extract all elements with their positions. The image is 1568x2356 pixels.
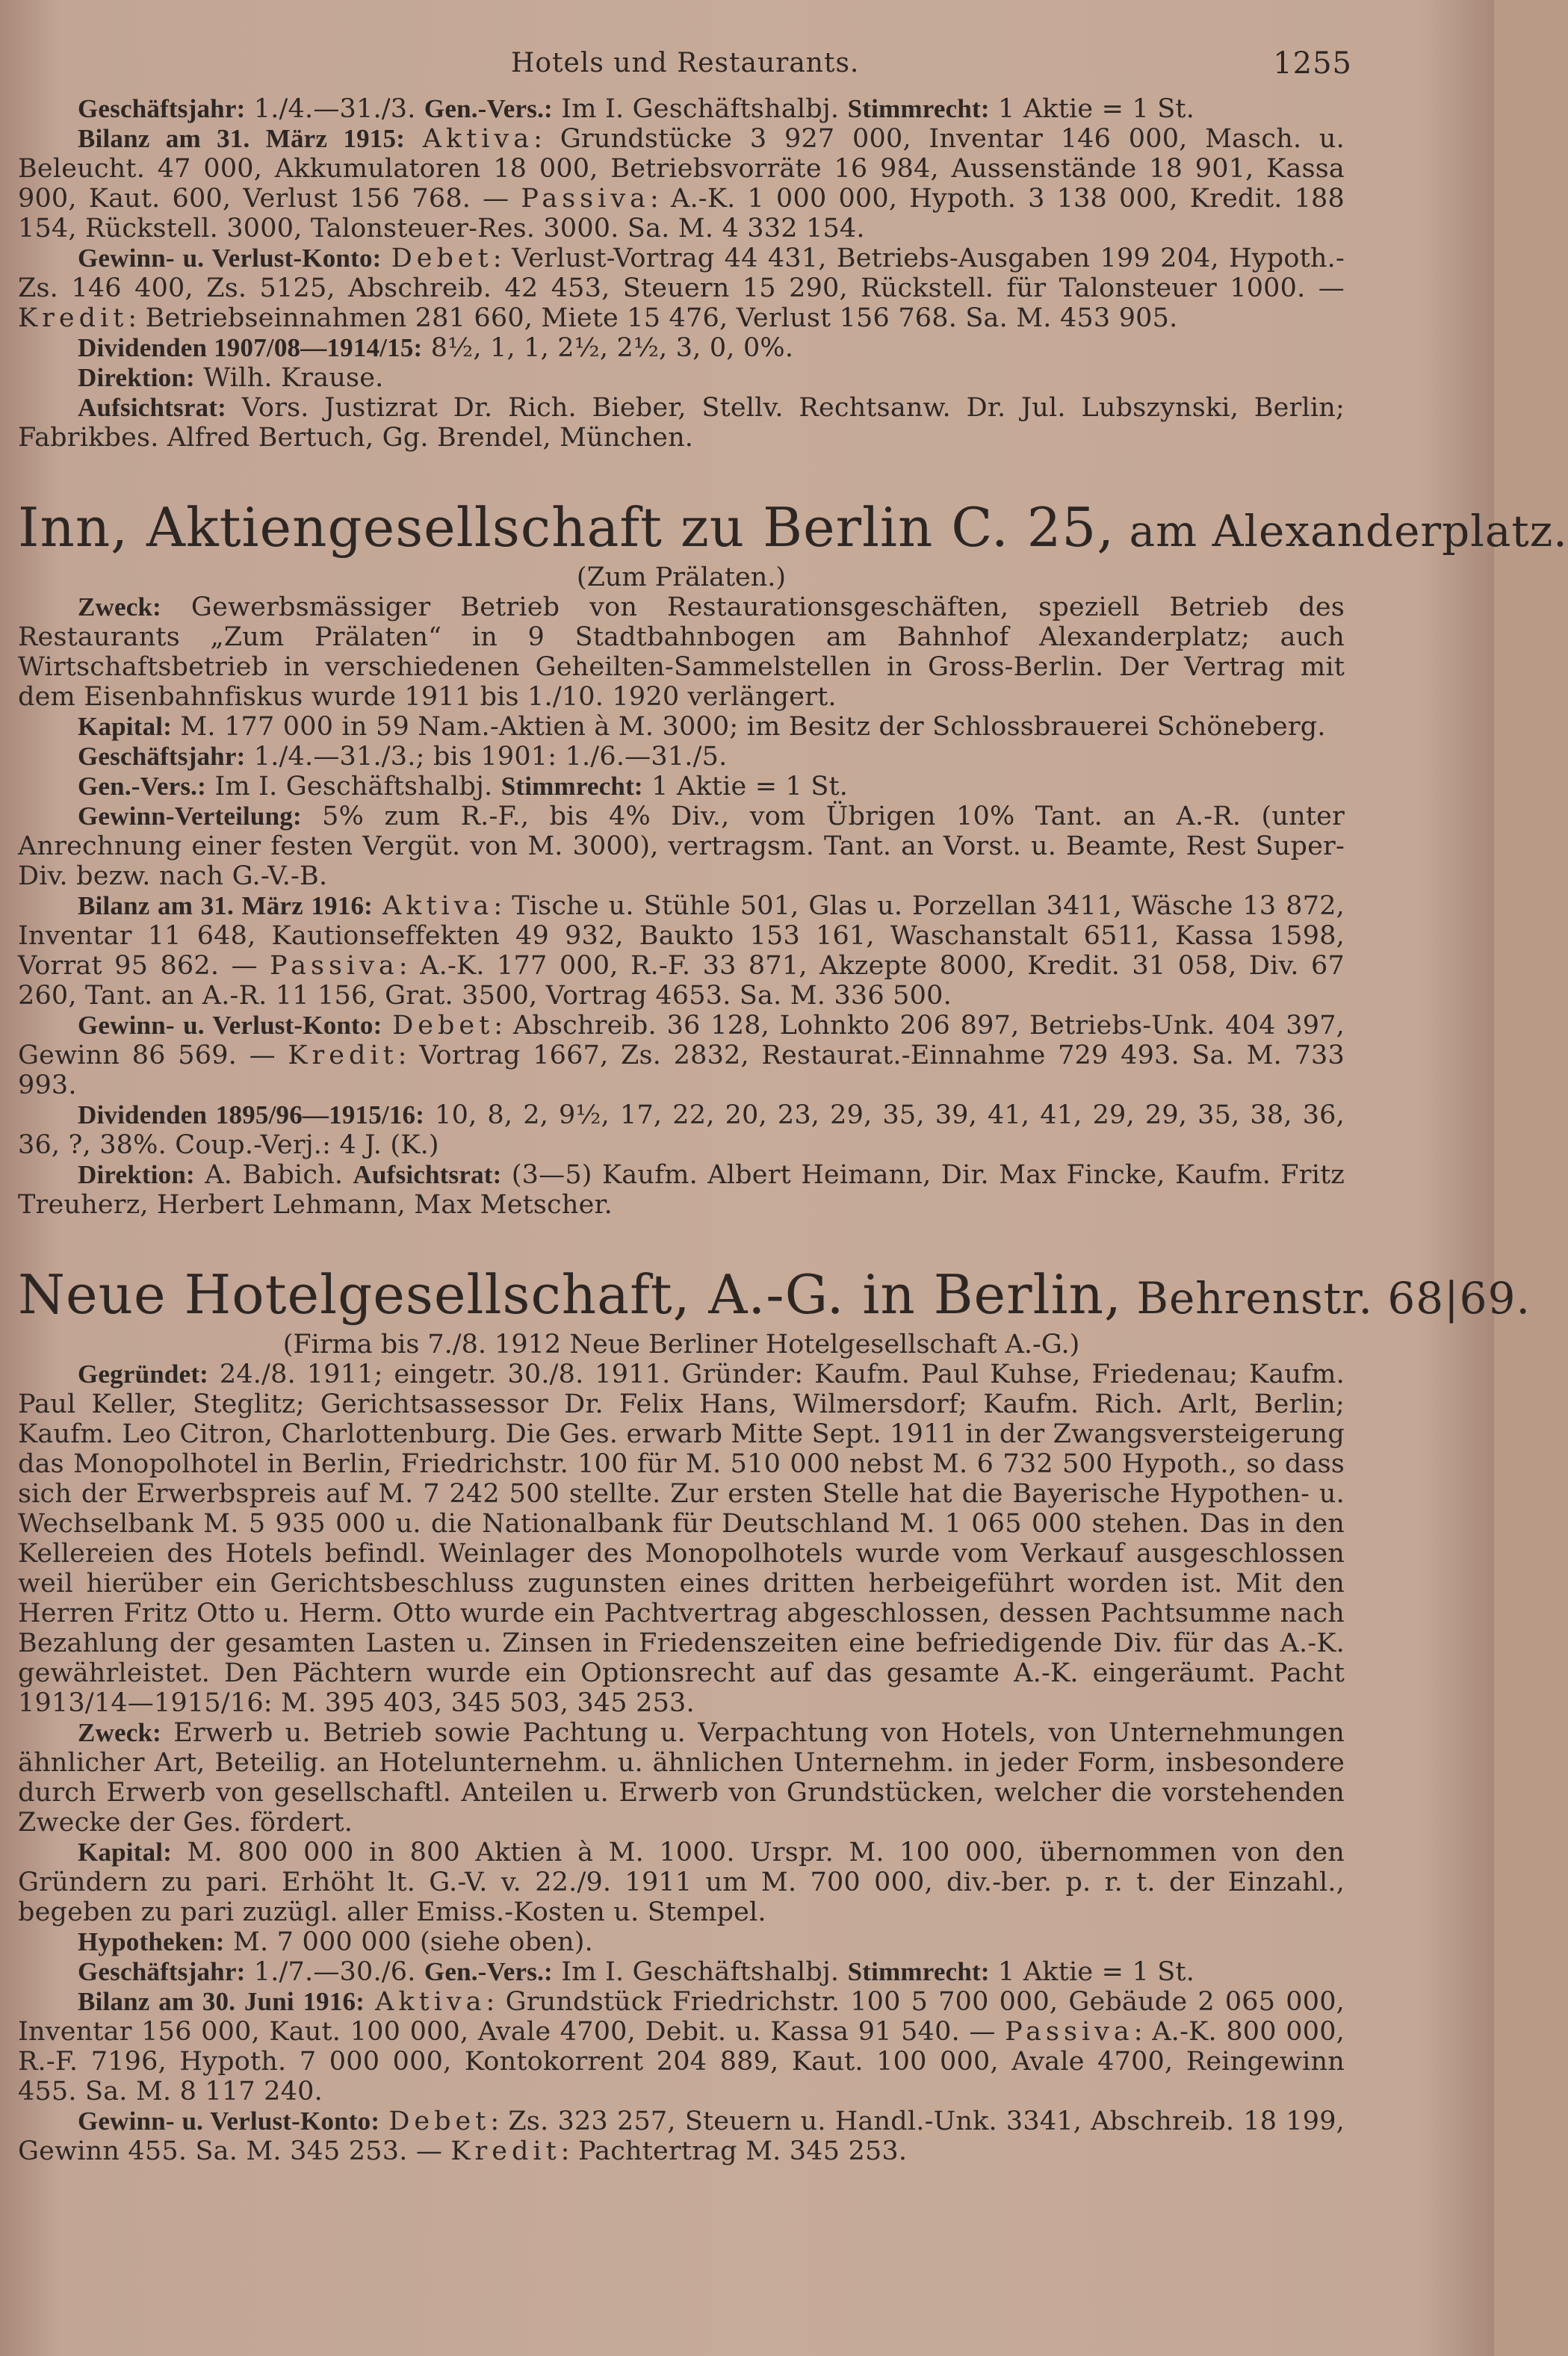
page-number: 1255 [1273, 46, 1352, 81]
guv-paragraph: Gewinn- u. Verlust-Konto: Debet: Abschreib. 36 128, Lohnkto 206 897, Betriebs-Unk. 404 397, Gewinn 86 569. — Kredit: Vortrag 1667, Zs. 2832, Restaurat.-Einnahme 729 493. Sa. M. 733 993. [18, 1011, 1345, 1100]
zweck-paragraph: Zweck: Erwerb u. Betrieb sowie Pachtung u. Verpachtung von Hotels, von Unternehmungen ähnlicher Art, Beteilig. an Hotelunternehm. u. ähnlichen Unternehm. in jeder Form, insbesondere durch Erwerb von gesellschaftl. Anteilen u. Erwerb von Grundstücken, welcher die vorstehenden Zwecke der Ges. fördert. [18, 1718, 1345, 1838]
meta-line: Geschäftsjahr: 1./4.—31./3. Gen.-Vers.: Im I. Geschäftshalbj. Stimmrecht: 1 Aktie = 1 St. [78, 94, 1195, 124]
entry-hotel-previous [18, 94, 1345, 453]
hypotheken-line: Hypotheken: M. 7 000 000 (siehe oben). [78, 1927, 593, 1957]
dividenden-line: Dividenden 1907/08—1914/15: 8½, 1, 1, 2½, 2½, 3, 0, 0%. [78, 333, 794, 363]
kapital-paragraph: Kapital: M. 800 000 in 800 Aktien à M. 1000. Urspr. M. 100 000, übernommen von den Gründern zu pari. Erhöht lt. G.-V. v. 22./9. 1911 um M. 700 000, div.-ber. p. r. t. der Einzahl., begeben zu pari zuzügl. aller Emiss.-Kosten u. Stempel. [18, 1838, 1345, 1927]
entry-subtitle: (Zum Prälaten.) [576, 562, 787, 592]
entry-heading: Neue Hotelgesellschaft, A.-G. in Berlin, Behrenstr. 68|69. [18, 1263, 1531, 1326]
guv-paragraph: Gewinn- u. Verlust-Konto: Debet: Verlust-Vortrag 44 431, Betriebs-Ausgaben 199 204, Hypoth.-Zs. 146 400, Zs. 5125, Abschreib. 42 453, Steuern 15 290, Rückstell. für Talonsteuer 1000. — Kredit: Betriebseinnahmen 281 660, Miete 15 476, Verlust 156 768. Sa. M. 453 905. [18, 244, 1345, 333]
geschaeftsjahr-line: Geschäftsjahr: 1./7.—30./6. Gen.-Vers.: Im I. Geschäftshalbj. Stimmrecht: 1 Aktie = 1 St. [78, 1957, 1195, 1987]
entry-neue-hotelgesellschaft [18, 1263, 1531, 2166]
dividenden-paragraph: Dividenden 1895/96—1915/16: 10, 8, 2, 9½, 17, 22, 20, 23, 29, 35, 39, 41, 41, 29, 29, 35, 38, 36, 36, ?, 38%. Coup.-Verj.: 4 J. (K.) [18, 1100, 1345, 1160]
gegruendet-paragraph: Gegründet: 24./8. 1911; eingetr. 30./8. 1911. Gründer: Kaufm. Paul Kuhse, Friedenau; Kaufm. Paul Keller, Steglitz; Gerichtsassessor Dr. Felix Hans, Wilmersdorf; Kaufm. Rich. Arlt, Berlin; Kaufm. Leo Citron, Charlottenburg. Die Ges. erwarb Mitte Sept. 1911 in der Zwangsversteigerung das Monopolhotel in Berlin, Friedrichstr. 100 für M. 510 000 nebst M. 6 732 500 Hypoth., so dass sich der Erwerbspreis auf M. 7 242 500 stellte. Zur ersten Stelle hat die Bayerische Hypothen- u. Wechselbank M. 5 935 000 u. die Nationalbank für Deutschland M. 1 065 000 stehen. Das in den Kellereien des Hotels befindl. Weinlager des Monopolhotels wurde vom Verkauf ausgeschlossen weil hierüber ein Gerichtsbeschluss zugunsten eines dritten herbeigeführt worden ist. Mit den Herren Fritz Otto u. Herm. Otto wurde ein Pachtvertrag abgeschlossen, dessen Pachtsumme nach Bezahlung der gesamten Lasten u. Zinsen in Friedenszeiten eine befriedigende Div. für das A.-K. gewährleistet. Den Pächtern wurde ein Optionsrecht auf das gesamte A.-K. eingeräumt. Pacht 1913/14—1915/16: M. 395 403, 345 503, 345 253. [18, 1360, 1345, 1718]
genvers-line: Gen.-Vers.: Im I. Geschäftshalbj. Stimmrecht: 1 Aktie = 1 St. [78, 772, 849, 802]
zweck-paragraph: Zweck: Gewerbsmässiger Betrieb von Restaurationsgeschäften, speziell Betrieb des Restaurants „Zum Prälaten“ in 9 Stadtbahnbogen am Bahnhof Alexanderplatz; auch Wirtschaftsbetrieb in verschiedenen Geheilten-Sammelstellen in Gross-Berlin. Der Vertrag mit dem Eisenbahnfiskus wurde 1911 bis 1./10. 1920 verlängert. [18, 592, 1345, 712]
entry-subtitle: (Firma bis 7./8. 1912 Neue Berliner Hotelgesellschaft A.-G.) [282, 1330, 1080, 1360]
bilanz-paragraph: Bilanz am 30. Juni 1916: Aktiva: Grundstück Friedrichstr. 100 5 700 000, Gebäude 2 065 000, Inventar 156 000, Kaut. 100 000, Avale 4700, Debit. u. Kassa 91 540. — Passiva: A.-K. 800 000, R.-F. 7196, Hypoth. 7 000 000, Kontokorrent 204 889, Kaut. 100 000, Avale 4700, Reingewinn 455. Sa. M. 8 117 240. [18, 1987, 1345, 2107]
running-title: Hotels und Restaurants. [511, 48, 860, 78]
direktion-line: Direktion: Wilh. Krause. [78, 363, 384, 393]
bilanz-paragraph: Bilanz am 31. März 1915: Aktiva: Grundstücke 3 927 000, Inventar 146 000, Masch. u. Beleucht. 47 000, Akkumulatoren 18 000, Betriebsvorräte 16 984, Aussenstände 18 901, Kassa 900, Kaut. 600, Verlust 156 768. — Passiva: A.-K. 1 000 000, Hypoth. 3 138 000, Kredit. 188 154, Rückstell. 3000, Talonsteuer-Res. 3000. Sa. M. 4 332 154. [18, 124, 1345, 244]
geschaeftsjahr-line: Geschäftsjahr: 1./4.—31./3.; bis 1901: 1./6.—31./5. [78, 742, 728, 772]
gewinn-verteilung-paragraph: Gewinn-Verteilung: 5% zum R.-F., bis 4% Div., vom Übrigen 10% Tant. an A.-R. (unter Anrechnung einer festen Vergüt. von M. 3000), vertragsm. Tant. an Vorst. u. Beamte, Rest Super-Div. bezw. nach G.-V.-B. [18, 802, 1345, 891]
entry-heading: Inn, Aktiengesellschaft zu Berlin C. 25, am Alexanderplatz. [18, 496, 1568, 559]
aufsichtsrat-paragraph: Aufsichtsrat: Vors. Justizrat Dr. Rich. Bieber, Stellv. Rechtsanw. Dr. Jul. Lubszynski, Berlin; Fabrikbes. Alfred Bertuch, Gg. Brendel, München. [18, 393, 1345, 453]
guv-paragraph: Gewinn- u. Verlust-Konto: Debet: Zs. 323 257, Steuern u. Handl.-Unk. 3341, Abschreib. 18 199, Gewinn 455. Sa. M. 345 253. — Kredit: Pachtertrag M. 345 253. [18, 2107, 1345, 2166]
direktion-aufsichtsrat-paragraph: Direktion: A. Babich. Aufsichtsrat: (3—5) Kaufm. Albert Heimann, Dir. Max Fincke, Kaufm. Fritz Treuherz, Herbert Lehmann, Max Metscher. [18, 1160, 1345, 1220]
running-header [18, 43, 1352, 88]
bilanz-paragraph: Bilanz am 31. März 1916: Aktiva: Tische u. Stühle 501, Glas u. Porzellan 3411, Wäsche 13 872, Inventar 11 648, Kautionseffekten 49 932, Baukto 153 161, Waschanstalt 6511, Kassa 1598, Vorrat 95 862. — Passiva: A.-K. 177 000, R.-F. 33 871, Akzepte 8000, Kredit. 31 058, Div. 67 260, Tant. an A.-R. 11 156, Grat. 3500, Vortrag 4653. Sa. M. 336 500. [18, 891, 1345, 1011]
entry-inn-ag [18, 496, 1568, 1220]
kapital-line: Kapital: M. 177 000 in 59 Nam.-Aktien à M. 3000; im Besitz der Schlossbrauerei Schöneberg. [78, 712, 1326, 742]
